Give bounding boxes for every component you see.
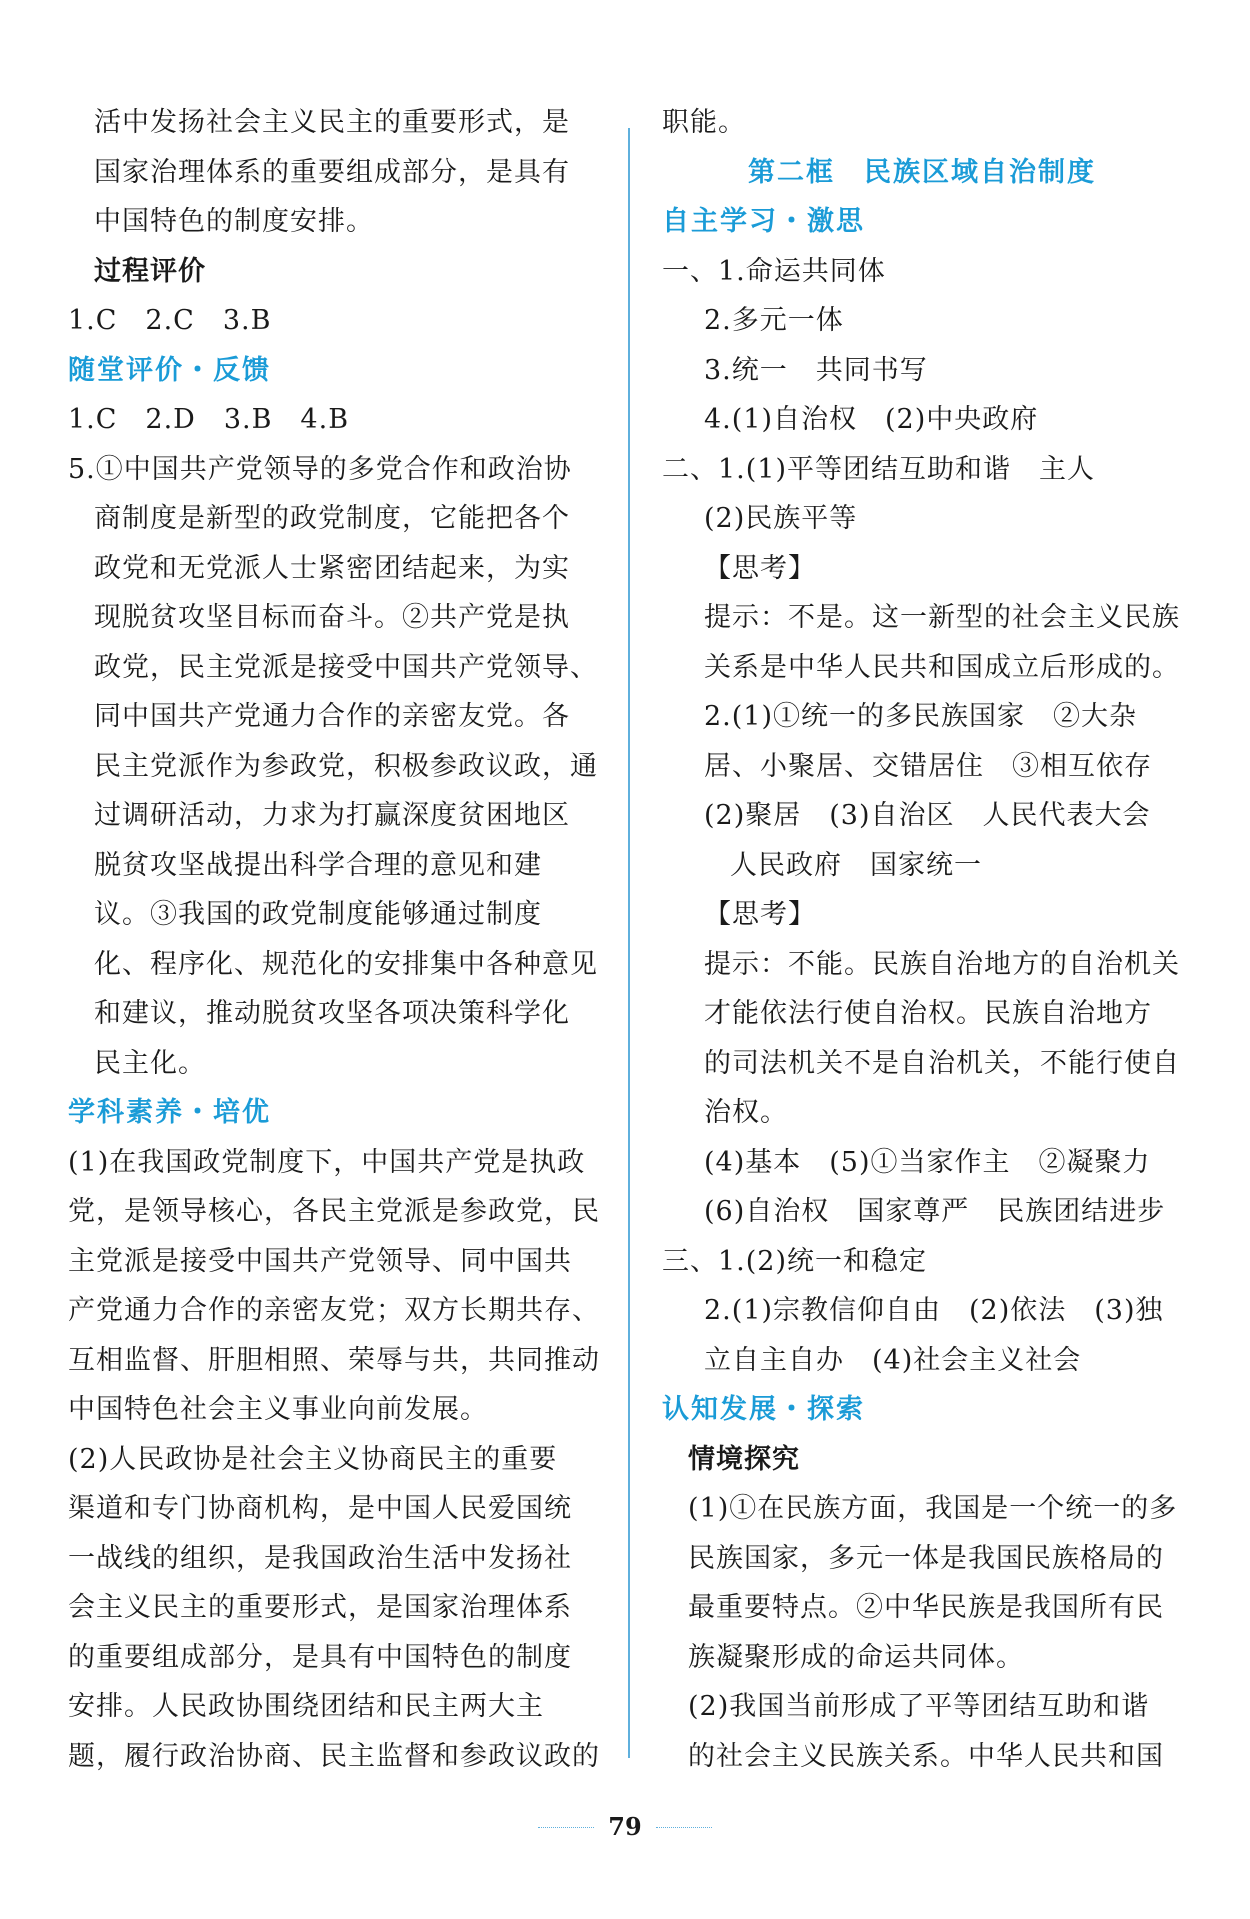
left-text-line: 一战线的组织，是我国政治生活中发扬社	[68, 1542, 572, 1574]
left-text-line: 会主义民主的重要形式，是国家治理体系	[68, 1592, 572, 1623]
left-section-heading: 学科素养・培优	[68, 1097, 271, 1128]
left-text-line: 国家治理体系的重要组成部分，是具有	[94, 156, 570, 188]
right-text-line: 4.(1)自治权 (2)中央政府	[704, 404, 1039, 435]
right-text-line: 提示：不是。这一新型的社会主义民族	[704, 602, 1180, 633]
left-text-line: (2)人民政协是社会主义协商民主的重要	[68, 1443, 558, 1475]
left-text-line: 安排。人民政协围绕团结和民主两大主	[68, 1691, 544, 1722]
left-text-line: 产党通力合作的亲密友党；双方长期共存、	[68, 1295, 600, 1326]
right-text-line: 关系是中华人民共和国成立后形成的。	[704, 651, 1180, 683]
left-text-line: (1)在我国政党制度下，中国共产党是执政	[68, 1146, 586, 1178]
right-text-line: 族凝聚形成的命运共同体。	[688, 1641, 1024, 1673]
right-text-line: 二、1.(1)平等团结互助和谐 主人	[662, 453, 1096, 485]
right-text-line: (4)基本 (5)①当家作主 ②凝聚力	[704, 1146, 1151, 1178]
left-text-line: 过程评价	[94, 255, 206, 287]
left-text-line: 的重要组成部分，是具有中国特色的制度	[68, 1641, 572, 1673]
left-text-line: 中国特色的制度安排。	[94, 206, 374, 237]
right-text-line: 【思考】	[704, 552, 816, 584]
right-section-heading: 自主学习・激思	[662, 206, 865, 237]
right-text-line: 的司法机关不是自治机关，不能行使自	[704, 1047, 1180, 1079]
left-text-line: 化、程序化、规范化的安排集中各种意见	[94, 948, 598, 980]
right-text-line: (2)聚居 (3)自治区 人民代表大会	[704, 800, 1151, 831]
left-text-line: 民主化。	[94, 1047, 206, 1079]
left-text-line: 议。③我国的政党制度能够通过制度	[94, 899, 542, 930]
page-footer	[0, 1812, 1250, 1841]
right-text-line: (2)我国当前形成了平等团结互助和谐	[688, 1691, 1150, 1722]
column-divider	[628, 128, 630, 1758]
right-text-line: 【思考】	[704, 899, 816, 930]
right-text-line: 居、小聚居、交错居住 ③相互依存	[704, 750, 1152, 782]
left-text-line: 互相监督、肝胆相照、荣辱与共，共同推动	[68, 1344, 600, 1376]
left-text-line: 和建议，推动脱贫攻坚各项决策科学化	[94, 998, 570, 1029]
right-text-line: 职能。	[662, 107, 746, 138]
right-text-line: (1)①在民族方面，我国是一个统一的多	[688, 1493, 1178, 1524]
left-text-line: 题，履行政治协商、民主监督和参政议政的	[68, 1740, 600, 1772]
right-section-heading: 第二框 民族区域自治制度	[748, 156, 1096, 188]
right-column	[662, 98, 1182, 1781]
right-text-line: (6)自治权 国家尊严 民族团结进步	[704, 1196, 1166, 1227]
left-text-line: 政党，民主党派是接受中国共产党领导、	[94, 651, 598, 683]
right-text-line: 3.统一 共同书写	[704, 354, 928, 386]
left-text-line: 商制度是新型的政党制度，它能把各个	[94, 503, 570, 534]
right-text-line: (2)民族平等	[704, 503, 858, 534]
right-text-line: 人民政府 国家统一	[730, 849, 982, 881]
left-text-line: 1.C 2.D 3.B 4.B	[68, 404, 350, 435]
left-text-line: 现脱贫攻坚目标而奋斗。②共产党是执	[94, 602, 570, 633]
right-text-line: 才能依法行使自治权。民族自治地方	[704, 998, 1152, 1029]
right-text-line: 立自主自办 (4)社会主义社会	[704, 1344, 1082, 1376]
left-text-line: 主党派是接受中国共产党领导、同中国共	[68, 1245, 572, 1277]
left-text-line: 民主党派作为参政党，积极参政议政，通	[94, 750, 598, 782]
left-column	[68, 98, 608, 1781]
right-text-line: 提示：不能。民族自治地方的自治机关	[704, 948, 1180, 980]
left-text-line: 过调研活动，力求为打赢深度贫困地区	[94, 800, 570, 831]
right-text-line: 2.(1)宗教信仰自由 (2)依法 (3)独	[704, 1295, 1164, 1326]
right-section-heading: 认知发展・探索	[662, 1394, 865, 1425]
left-text-line: 中国特色社会主义事业向前发展。	[68, 1394, 488, 1425]
right-text-line: 一、1.命运共同体	[662, 255, 886, 287]
left-section-heading: 随堂评价・反馈	[68, 354, 271, 386]
left-text-line: 同中国共产党通力合作的亲密友党。各	[94, 701, 570, 732]
right-text-line: 民族国家，多元一体是我国民族格局的	[688, 1542, 1164, 1574]
left-text-line: 1.C 2.C 3.B	[68, 305, 272, 336]
page-number: 79	[594, 1812, 655, 1841]
left-text-line: 5.①中国共产党领导的多党合作和政治协	[68, 453, 572, 485]
right-text-line: 治权。	[704, 1097, 788, 1128]
right-text-line: 情境探究	[688, 1443, 800, 1475]
right-text-line: 2.多元一体	[704, 305, 844, 336]
right-text-line: 最重要特点。②中华民族是我国所有民	[688, 1592, 1164, 1623]
left-text-line: 政党和无党派人士紧密团结起来，为实	[94, 552, 570, 584]
left-text-line: 脱贫攻坚战提出科学合理的意见和建	[94, 849, 542, 881]
left-text-line: 渠道和专门协商机构，是中国人民爱国统	[68, 1493, 572, 1524]
right-text-line: 的社会主义民族关系。中华人民共和国	[688, 1740, 1164, 1772]
left-text-line: 活中发扬社会主义民主的重要形式，是	[94, 107, 570, 138]
right-text-line: 三、1.(2)统一和稳定	[662, 1245, 928, 1277]
left-text-line: 党，是领导核心，各民主党派是参政党，民	[68, 1196, 600, 1227]
right-text-line: 2.(1)①统一的多民族国家 ②大杂	[704, 701, 1138, 732]
